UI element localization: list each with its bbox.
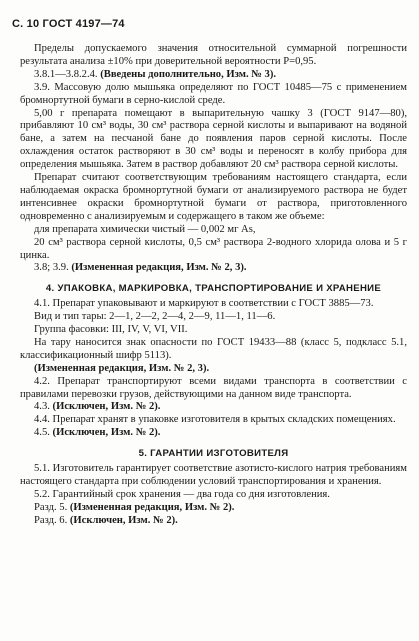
edition-text: (Введены дополнительно, Изм. № 3). bbox=[100, 68, 277, 80]
paragraph-3-9: 3.9. Массовую долю мышьяка определяют по ГОСТ 10485—75 с применением бромнортутной бумаги в серно-кислой среде. bbox=[20, 81, 407, 106]
paragraph-chem-pure: для препарата химически чистый — 0,002 мг As, bbox=[34, 223, 256, 235]
edition-text: (Измененная редакция, Изм. № 2). bbox=[69, 501, 235, 513]
section-heading-4: 4. УПАКОВКА, МАРКИРОВКА, ТРАНСПОРТИРОВАНИЕ И ХРАНЕНИЕ bbox=[45, 283, 382, 295]
edition-ref: 4.3. bbox=[34, 401, 50, 413]
paragraph-reagents: 20 см³ раствора серной кислоты, 0,5 см³ раствора 2-водного хлорида олова и 5 г цинка. bbox=[20, 236, 407, 261]
paragraph-criteria: Препарат считают соответствующим требованиям настоящего стандарта, если наблюдаемая окраска бромнортутной бумаги от анализируемого раствора не будет интенсивнее окраски бромнортутной бумаги от раствора, приготовленного одновременно с анализируемым и содержащего в таком же объеме: bbox=[20, 172, 407, 222]
page-header: С. 10 ГОСТ 4197—74 bbox=[12, 18, 125, 30]
paragraph-4-2: 4.2. Препарат транспортируют всеми видами транспорта в соответствии с правилами перевозки грузов, действующими на данном виде транспорта. bbox=[20, 375, 407, 400]
edition-ref: 3.8.1—3.8.2.4. bbox=[34, 68, 98, 80]
paragraph-5-1: 5.1. Изготовитель гарантирует соответствие азотисто-кислого натрия требованиям настоящего стандарта при соблюдении условий транспортирования и хранения. bbox=[20, 463, 407, 487]
edition-note-4-3 bbox=[20, 401, 407, 414]
edition-ref: 4.5. bbox=[34, 427, 50, 439]
edition-ref: Разд. 5. bbox=[34, 501, 68, 513]
edition-note-4-1: (Измененная редакция, Изм. № 2, 3). bbox=[34, 362, 210, 374]
page-body bbox=[20, 43, 407, 528]
paragraph-packing-group: Группа фасовки: III, IV, V, VI, VII. bbox=[34, 324, 188, 336]
paragraph-hazard-sign: На тару наносится знак опасности по ГОСТ 19433—88 (класс 5, подкласс 5.1, классификационный шифр 5113). bbox=[20, 336, 407, 361]
edition-note-section-6 bbox=[20, 515, 407, 528]
edition-text: (Исключен, Изм. № 2). bbox=[52, 427, 161, 439]
paragraph-error-limit: Пределы допускаемого значения относительной суммарной погрешности результата анализа ±10% при доверительной вероятности P=0,95. bbox=[20, 43, 407, 67]
edition-note-3-8 bbox=[20, 69, 407, 82]
paragraph-4-4: 4.4. Препарат хранят в упаковке изготовителя в крытых складских помещениях. bbox=[34, 414, 396, 426]
edition-note-3-8-3-9 bbox=[20, 262, 407, 275]
edition-text: (Измененная редакция, Изм. № 2, 3). bbox=[71, 262, 247, 274]
edition-text: (Исключен, Изм. № 2). bbox=[52, 401, 161, 413]
edition-text: (Исключен, Изм. № 2). bbox=[69, 514, 178, 526]
paragraph-5-2: 5.2. Гарантийный срок хранения — два года со дня изготовления. bbox=[34, 488, 330, 500]
paragraph-4-1: 4.1. Препарат упаковывают и маркируют в соответствии с ГОСТ 3885—73. bbox=[34, 298, 374, 310]
edition-note-4-5 bbox=[20, 427, 407, 440]
section-heading-5: 5. ГАРАНТИИ ИЗГОТОВИТЕЛЯ bbox=[138, 448, 289, 460]
paragraph-procedure: 5,00 г препарата помещают в выпарительную чашку 3 (ГОСТ 9147—80), прибавляют 10 см³ воды, 30 см³ раствора серной кислоты и выпаривают на водяной бане, а затем на песчаной бане до появления паров серной кислоты. После охлаждения остаток растворяют в 30 см³ воды и переносят в колбу прибора для определения мышьяка. Затем в раствор добавляют 20 см³ раствора серной кислоты. bbox=[20, 107, 407, 171]
edition-ref: 3.8; 3.9. bbox=[34, 262, 69, 274]
edition-ref: Разд. 6. bbox=[34, 514, 68, 526]
edition-note-section-5 bbox=[20, 502, 407, 515]
paragraph-container-type: Вид и тип тары: 2—1, 2—2, 2—4, 2—9, 11—1, 11—6. bbox=[34, 311, 276, 323]
